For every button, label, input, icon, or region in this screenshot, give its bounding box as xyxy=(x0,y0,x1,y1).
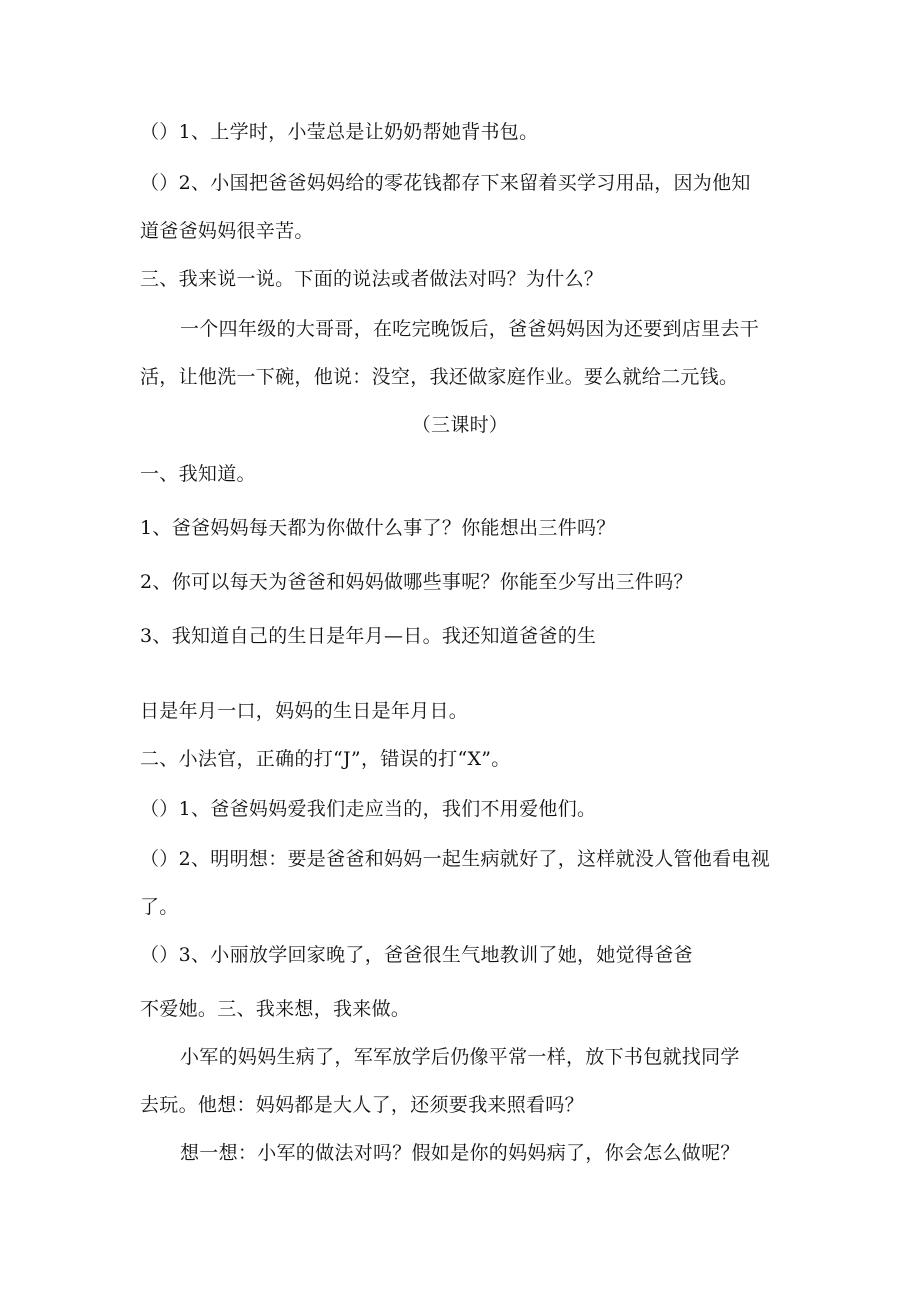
question-line: 1、爸爸妈妈每天都为你做什么事了？你能想出三件吗？ xyxy=(140,517,616,539)
paragraph-line: 活，让他洗一下碗，他说：没空，我还做家庭作业。要么就给二元钱。 xyxy=(140,366,739,388)
lesson-title: （三课时） xyxy=(411,414,509,436)
text-line: 道爸爸妈妈很辛苦。 xyxy=(140,220,314,242)
paragraph-line: 小军的妈妈生病了，军军放学后仍像平常一样，放下书包就找同学 xyxy=(180,1046,740,1068)
question-line: （）2、明明想：要是爸爸和妈妈一起生病就好了，这样就没人管他看电视 xyxy=(140,848,770,870)
question-line: （）2、小国把爸爸妈妈给的零花钱都存下来留着买学习用品，因为他知 xyxy=(140,172,751,194)
question-line: 3、我知道自己的生日是年月—日。我还知道爸爸的生 xyxy=(140,625,597,647)
question-line: （）1、上学时，小莹总是让奶奶帮她背书包。 xyxy=(140,121,539,143)
question-line: （）1、爸爸妈妈爱我们走应当的，我们不用爱他们。 xyxy=(140,798,597,820)
question-line: 2、你可以每天为爸爸和妈妈做哪些事呢？你能至少写出三件吗？ xyxy=(140,571,693,593)
text-line: 日是年月一口，妈妈的生日是年月日。 xyxy=(140,700,469,722)
section-heading: 三、我来说一说。下面的说法或者做法对吗？为什么？ xyxy=(140,268,604,290)
section-heading: 二、小法官，正确的打“J”，错误的打“X”。 xyxy=(140,748,511,770)
paragraph-line: 一个四年级的大哥哥，在吃完晚饭后，爸爸妈妈因为还要到店里去干 xyxy=(180,318,760,340)
section-heading: 一、我知道。 xyxy=(140,463,256,485)
question-line: （）3、小丽放学回家晚了，爸爸很生气地教训了她，她觉得爸爸 xyxy=(140,944,693,966)
section-heading: 不爱她。三、我来想，我来做。 xyxy=(140,998,411,1020)
paragraph-line: 去玩。他想：妈妈都是大人了，还须要我来照看吗？ xyxy=(140,1094,584,1116)
paragraph-line: 想一想：小军的做法对吗？假如是你的妈妈病了，你会怎么做呢？ xyxy=(180,1142,740,1164)
text-line: 了。 xyxy=(140,896,179,918)
